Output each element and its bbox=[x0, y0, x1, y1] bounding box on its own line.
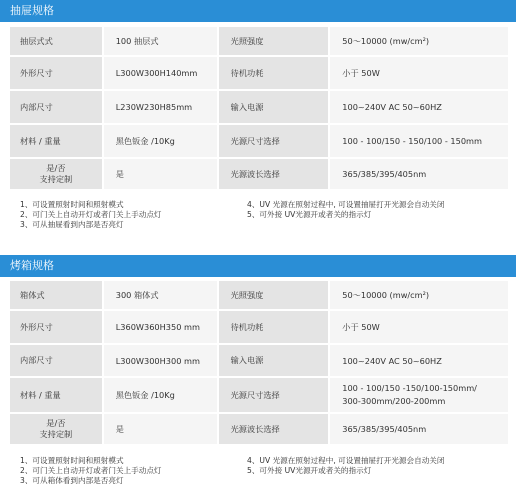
note-item: 1、可设置照射时间和照射模式 bbox=[20, 456, 124, 465]
note-item: 5、可外接 UV光源开或者关的指示灯 bbox=[247, 210, 372, 219]
spec-label: 输入电源 bbox=[219, 345, 331, 378]
table-row bbox=[10, 57, 510, 91]
spec-value: 100 - 100/150 - 150/100 - 150mm bbox=[330, 125, 510, 159]
spec-label-line: 是/否 bbox=[46, 418, 66, 428]
table-row bbox=[10, 159, 510, 191]
spec-label-line: 支持定制 bbox=[39, 429, 73, 439]
spec-value: 100~240V AC 50~60HZ bbox=[330, 345, 510, 378]
spec-label: 光照强度 bbox=[219, 281, 331, 311]
spec-label: 光源尺寸选择 bbox=[219, 125, 331, 159]
spec-label: 待机功耗 bbox=[219, 311, 331, 345]
drawer-notes bbox=[20, 200, 510, 234]
spec-value: L300W300H300 mm bbox=[104, 345, 219, 378]
note-item: 4、UV 光源在照射过程中, 可设置抽屉打开光源会自动关闭 bbox=[247, 456, 445, 465]
table-row bbox=[10, 378, 510, 414]
note-item: 3、可从抽屉看到内部是否亮灯 bbox=[20, 220, 124, 229]
table-row bbox=[10, 281, 510, 311]
note-item: 1、可设置照射时间和照射模式 bbox=[20, 200, 124, 209]
spec-label: 抽层式式 bbox=[10, 27, 104, 57]
spec-value: 黑色钣金 /10Kg bbox=[104, 378, 219, 414]
note-item: 5、可外接 UV光源开或者关的指示灯 bbox=[247, 466, 372, 475]
note-item: 3、可从箱体看到内部是否亮灯 bbox=[20, 476, 124, 485]
table-row bbox=[10, 345, 510, 378]
spec-value: 100 抽层式 bbox=[104, 27, 219, 57]
spec-label bbox=[10, 414, 104, 446]
spec-label: 光源波长选择 bbox=[219, 414, 331, 446]
spec-label: 内部尺寸 bbox=[10, 345, 104, 378]
oven-notes bbox=[20, 456, 510, 490]
oven-spec-table bbox=[10, 281, 510, 446]
spec-label-line: 支持定制 bbox=[39, 174, 73, 184]
spec-value: 50～10000 (mw/cm²) bbox=[330, 27, 510, 57]
spec-label: 材料 / 重量 bbox=[10, 125, 104, 159]
oven-spec-header bbox=[0, 255, 516, 277]
table-row bbox=[10, 311, 510, 345]
drawer-spec-title: 抽屉规格 bbox=[10, 4, 54, 17]
spec-value: L300W300H140mm bbox=[104, 57, 219, 91]
drawer-spec-header bbox=[0, 0, 516, 22]
table-row bbox=[10, 27, 510, 57]
spec-label: 内部尺寸 bbox=[10, 91, 104, 125]
spec-label-line: 是/否 bbox=[46, 163, 66, 173]
spec-value: 是 bbox=[104, 414, 219, 446]
table-row bbox=[10, 414, 510, 446]
drawer-spec-table bbox=[10, 27, 510, 191]
spec-value: 小于 50W bbox=[330, 57, 510, 91]
spec-value: L360W360H350 mm bbox=[104, 311, 219, 345]
spec-value: 365/385/395/405nm bbox=[330, 159, 510, 191]
spec-value: 100~240V AC 50~60HZ bbox=[330, 91, 510, 125]
spec-value: 是 bbox=[104, 159, 219, 191]
spec-value: 365/385/395/405nm bbox=[330, 414, 510, 446]
spec-value bbox=[330, 378, 510, 414]
note-item: 4、UV 光源在照射过程中, 可设置抽屉打开光源会自动关闭 bbox=[247, 200, 445, 209]
spec-label: 材料 / 重量 bbox=[10, 378, 104, 414]
spec-value: 300 箱体式 bbox=[104, 281, 219, 311]
table-row bbox=[10, 91, 510, 125]
spec-label: 外形尺寸 bbox=[10, 311, 104, 345]
spec-label: 光源波长选择 bbox=[219, 159, 331, 191]
spec-value: 小于 50W bbox=[330, 311, 510, 345]
spec-label: 输入电源 bbox=[219, 91, 331, 125]
table-row bbox=[10, 125, 510, 159]
spec-value-line: 100 - 100/150 -150/100-150mm/ bbox=[342, 383, 477, 393]
spec-value-line: 300-300mm/200-200mm bbox=[342, 396, 446, 406]
spec-label: 待机功耗 bbox=[219, 57, 331, 91]
spec-value: 50～10000 (mw/cm²) bbox=[330, 281, 510, 311]
spec-value: L230W230H85mm bbox=[104, 91, 219, 125]
spec-value: 黑色钣金 /10Kg bbox=[104, 125, 219, 159]
spec-label: 光源尺寸选择 bbox=[219, 378, 331, 414]
note-item: 2、可门关上自动开灯或者门关上手动点灯 bbox=[20, 210, 162, 219]
spec-label: 箱体式 bbox=[10, 281, 104, 311]
spec-label bbox=[10, 159, 104, 191]
spec-label: 光照强度 bbox=[219, 27, 331, 57]
spec-label: 外形尺寸 bbox=[10, 57, 104, 91]
note-item: 2、可门关上自动开灯或者门关上手动点灯 bbox=[20, 466, 162, 475]
oven-spec-title: 烤箱规格 bbox=[10, 259, 54, 272]
